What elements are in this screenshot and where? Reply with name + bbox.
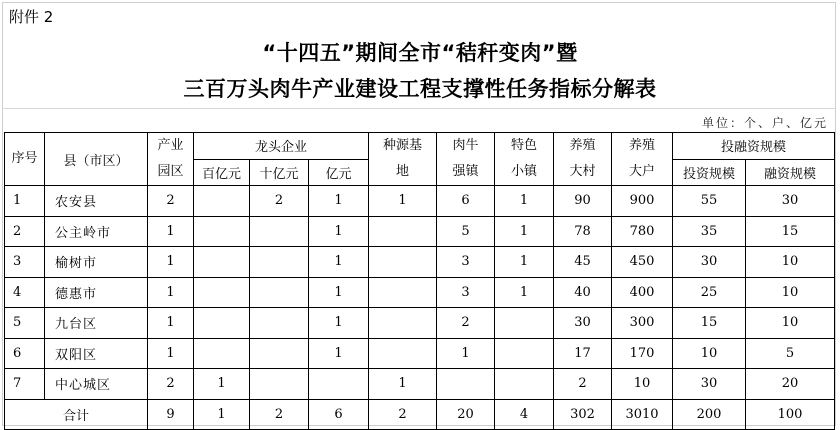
cell-breeding-base xyxy=(369,308,437,339)
cell-special-town xyxy=(495,308,554,339)
title-line-2: 三百万头肉牛产业建设工程支撑性任务指标分解表 xyxy=(183,77,657,101)
cell-beef-town xyxy=(437,369,495,400)
total-household: 3010 xyxy=(612,399,673,430)
cell-seq: 2 xyxy=(5,216,45,247)
cell-breeding-base xyxy=(369,216,437,247)
indicator-table xyxy=(4,132,835,430)
cell-leading-1: 1 xyxy=(309,186,369,217)
cell-park: 1 xyxy=(148,216,194,247)
total-l1: 6 xyxy=(309,399,369,430)
cell-county: 公主岭市 xyxy=(45,216,148,247)
cell-leading-100 xyxy=(194,216,250,247)
cell-breeding-base xyxy=(369,338,437,369)
cell-seq: 4 xyxy=(5,277,45,308)
cell-beef-town: 3 xyxy=(437,247,495,278)
cell-county: 中心城区 xyxy=(45,369,148,400)
header-breeding-base: 种源基地 xyxy=(369,133,437,186)
cell-seq: 6 xyxy=(5,338,45,369)
cell-seq: 1 xyxy=(5,186,45,217)
cell-finance-scale: 10 xyxy=(746,308,835,339)
header-county: 县（市区） xyxy=(45,133,148,186)
cell-village: 17 xyxy=(554,338,612,369)
cell-breeding-base xyxy=(369,247,437,278)
cell-special-town: 1 xyxy=(495,277,554,308)
table-row xyxy=(5,186,835,217)
header-household: 养殖大户 xyxy=(612,133,673,186)
cell-household: 900 xyxy=(612,186,673,217)
cell-invest-scale: 30 xyxy=(673,247,746,278)
cell-finance-scale: 20 xyxy=(746,369,835,400)
table-row xyxy=(5,369,835,400)
unit-note: 单位：个、户、亿元 xyxy=(701,116,828,130)
cell-village: 78 xyxy=(554,216,612,247)
cell-household: 300 xyxy=(612,308,673,339)
cell-household: 10 xyxy=(612,369,673,400)
cell-household: 170 xyxy=(612,338,673,369)
cell-leading-1: 1 xyxy=(309,247,369,278)
cell-household: 780 xyxy=(612,216,673,247)
cell-invest-scale: 35 xyxy=(673,216,746,247)
divider xyxy=(2,108,836,109)
total-finance: 100 xyxy=(746,399,835,430)
cell-household: 400 xyxy=(612,277,673,308)
table-row xyxy=(5,338,835,369)
total-label: 合计 xyxy=(5,399,148,430)
title-line-1: “十四五”期间全市“秸秆变肉”暨 xyxy=(262,41,578,65)
cell-beef-town: 5 xyxy=(437,216,495,247)
cell-leading-100 xyxy=(194,338,250,369)
total-invest: 200 xyxy=(673,399,746,430)
total-row xyxy=(5,399,835,430)
cell-leading-1: 1 xyxy=(309,338,369,369)
cell-finance-scale: 15 xyxy=(746,216,835,247)
cell-leading-100 xyxy=(194,247,250,278)
header-park: 产业园区 xyxy=(148,133,194,186)
cell-breeding-base xyxy=(369,277,437,308)
cell-breeding-base: 1 xyxy=(369,186,437,217)
cell-county: 榆树市 xyxy=(45,247,148,278)
cell-park: 1 xyxy=(148,277,194,308)
cell-special-town: 1 xyxy=(495,186,554,217)
total-beef: 20 xyxy=(437,399,495,430)
table-row xyxy=(5,277,835,308)
cell-park: 1 xyxy=(148,338,194,369)
cell-county: 九台区 xyxy=(45,308,148,339)
cell-village: 90 xyxy=(554,186,612,217)
cell-beef-town: 2 xyxy=(437,308,495,339)
header-row-1 xyxy=(5,133,835,160)
cell-invest-scale: 30 xyxy=(673,369,746,400)
total-village: 302 xyxy=(554,399,612,430)
cell-leading-10 xyxy=(250,308,309,339)
cell-invest-scale: 25 xyxy=(673,277,746,308)
total-l10: 2 xyxy=(250,399,309,430)
cell-breeding-base: 1 xyxy=(369,369,437,400)
cell-leading-100 xyxy=(194,277,250,308)
cell-household: 450 xyxy=(612,247,673,278)
cell-leading-10 xyxy=(250,216,309,247)
cell-special-town: 1 xyxy=(495,247,554,278)
table-row xyxy=(5,308,835,339)
cell-leading-10 xyxy=(250,277,309,308)
cell-park: 1 xyxy=(148,247,194,278)
cell-leading-1 xyxy=(309,369,369,400)
cell-park: 1 xyxy=(148,308,194,339)
header-invest-scale: 投资规模 xyxy=(673,159,746,186)
cell-county: 双阳区 xyxy=(45,338,148,369)
cell-invest-scale: 55 xyxy=(673,186,746,217)
cell-village: 30 xyxy=(554,308,612,339)
cell-beef-town: 1 xyxy=(437,338,495,369)
cell-village: 40 xyxy=(554,277,612,308)
header-leading: 龙头企业 xyxy=(194,133,369,160)
cell-seq: 5 xyxy=(5,308,45,339)
cell-leading-10 xyxy=(250,369,309,400)
total-special: 4 xyxy=(495,399,554,430)
cell-leading-1: 1 xyxy=(309,308,369,339)
cell-leading-1: 1 xyxy=(309,216,369,247)
cell-village: 2 xyxy=(554,369,612,400)
cell-leading-100: 1 xyxy=(194,369,250,400)
header-seq: 序号 xyxy=(5,133,45,186)
cell-finance-scale: 30 xyxy=(746,186,835,217)
header-investment: 投融资规模 xyxy=(673,133,835,160)
cell-leading-10 xyxy=(250,338,309,369)
header-special-town: 特色小镇 xyxy=(495,133,554,186)
table-row xyxy=(5,216,835,247)
table-row xyxy=(5,247,835,278)
cell-special-town xyxy=(495,369,554,400)
cell-park: 2 xyxy=(148,369,194,400)
cell-beef-town: 3 xyxy=(437,277,495,308)
cell-leading-10: 2 xyxy=(250,186,309,217)
cell-special-town: 1 xyxy=(495,216,554,247)
total-l100: 1 xyxy=(194,399,250,430)
header-leading-1: 亿元 xyxy=(309,159,369,186)
header-leading-100: 百亿元 xyxy=(194,159,250,186)
cell-finance-scale: 10 xyxy=(746,247,835,278)
cell-invest-scale: 10 xyxy=(673,338,746,369)
cell-county: 德惠市 xyxy=(45,277,148,308)
total-park: 9 xyxy=(148,399,194,430)
cell-invest-scale: 15 xyxy=(673,308,746,339)
attachment-label: 附件 2 xyxy=(9,8,54,26)
cell-leading-100 xyxy=(194,186,250,217)
cell-leading-1: 1 xyxy=(309,277,369,308)
cell-beef-town: 6 xyxy=(437,186,495,217)
cell-village: 45 xyxy=(554,247,612,278)
total-base: 2 xyxy=(369,399,437,430)
header-village: 养殖大村 xyxy=(554,133,612,186)
cell-finance-scale: 10 xyxy=(746,277,835,308)
cell-park: 2 xyxy=(148,186,194,217)
header-leading-10: 十亿元 xyxy=(250,159,309,186)
header-finance-scale: 融资规模 xyxy=(746,159,835,186)
cell-leading-10 xyxy=(250,247,309,278)
cell-seq: 3 xyxy=(5,247,45,278)
cell-finance-scale: 5 xyxy=(746,338,835,369)
cell-county: 农安县 xyxy=(45,186,148,217)
cell-special-town xyxy=(495,338,554,369)
header-beef-town: 肉牛强镇 xyxy=(437,133,495,186)
cell-leading-100 xyxy=(194,308,250,339)
cell-seq: 7 xyxy=(5,369,45,400)
